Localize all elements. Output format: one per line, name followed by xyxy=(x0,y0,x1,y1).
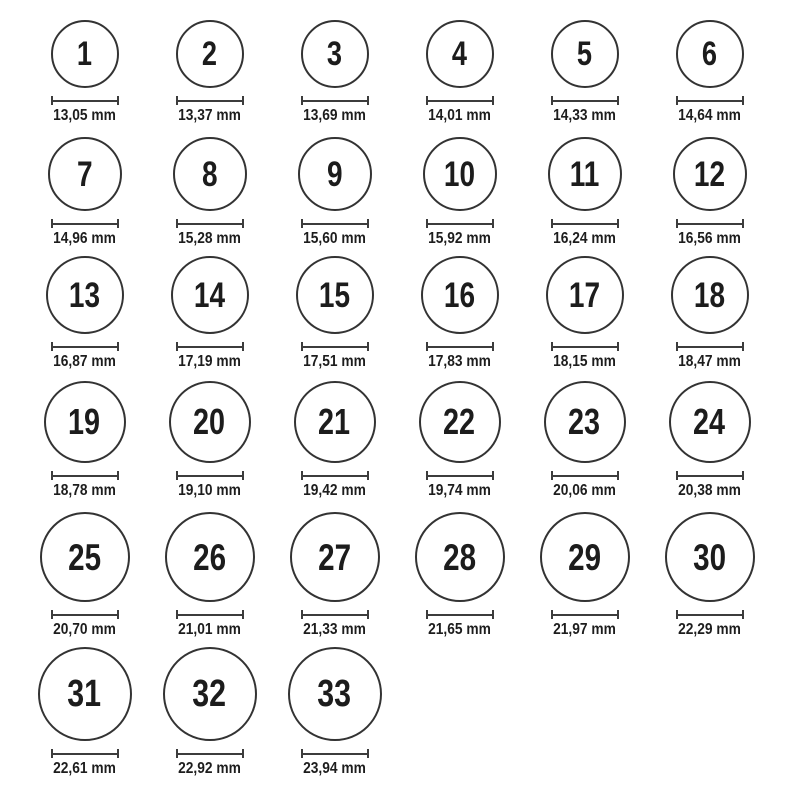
diameter-label: 22,92 mm xyxy=(178,760,241,777)
dimension-bar xyxy=(51,100,119,102)
ring-size-number: 15 xyxy=(318,275,351,315)
ring-size-number: 3 xyxy=(326,35,343,73)
diameter-label: 20,06 mm xyxy=(553,482,616,499)
ring-circle xyxy=(169,381,251,463)
diameter-dimension-line xyxy=(301,219,369,228)
diameter-dimension-line xyxy=(51,610,119,619)
ring-circle xyxy=(46,256,124,334)
ring-size-cell xyxy=(22,20,147,125)
ring-size-cell xyxy=(647,512,772,639)
dimension-tick-right xyxy=(742,471,744,480)
ring-size-cell xyxy=(147,137,272,248)
ring-size-cell xyxy=(272,647,397,778)
diameter-dimension-line xyxy=(426,219,494,228)
dimension-tick-right xyxy=(367,471,369,480)
ring-size-cell xyxy=(147,20,272,125)
ring-circle xyxy=(173,137,247,211)
ring-size-number: 10 xyxy=(443,154,476,194)
diameter-dimension-line xyxy=(426,610,494,619)
diameter-dimension-line xyxy=(676,96,744,105)
ring-size-cell xyxy=(147,647,272,778)
dimension-bar xyxy=(426,475,494,477)
diameter-label: 14,01 mm xyxy=(428,107,491,124)
diameter-label: 22,29 mm xyxy=(678,621,741,638)
ring-size-number: 6 xyxy=(701,35,718,73)
diameter-label: 22,61 mm xyxy=(53,760,116,777)
ring-size-cell xyxy=(647,256,772,371)
dimension-tick-right xyxy=(367,749,369,758)
dimension-tick-right xyxy=(242,610,244,619)
ring-size-cell xyxy=(397,137,522,248)
dimension-tick-right xyxy=(367,219,369,228)
diameter-label: 13,69 mm xyxy=(303,107,366,124)
ring-size-number: 30 xyxy=(693,536,726,578)
ring-size-cell xyxy=(272,20,397,125)
ring-size-number: 24 xyxy=(693,401,726,442)
ring-size-number: 26 xyxy=(193,536,226,578)
diameter-dimension-line xyxy=(176,96,244,105)
ring-size-cell xyxy=(647,381,772,500)
ring-circle xyxy=(51,20,119,88)
diameter-dimension-line xyxy=(176,342,244,351)
diameter-label: 14,33 mm xyxy=(553,107,616,124)
dimension-bar xyxy=(676,346,744,348)
diameter-label: 21,97 mm xyxy=(553,621,616,638)
diameter-dimension-line xyxy=(676,342,744,351)
ring-size-number: 2 xyxy=(201,35,218,73)
dimension-bar xyxy=(176,100,244,102)
ring-size-cell xyxy=(147,256,272,371)
ring-size-cell xyxy=(22,137,147,248)
dimension-tick-right xyxy=(367,342,369,351)
dimension-tick-right xyxy=(617,96,619,105)
diameter-label: 19,74 mm xyxy=(428,482,491,499)
ring-size-number: 18 xyxy=(693,275,726,315)
ring-size-number: 7 xyxy=(76,154,93,194)
diameter-label: 21,01 mm xyxy=(178,621,241,638)
ring-circle xyxy=(551,20,619,88)
dimension-tick-right xyxy=(117,749,119,758)
diameter-label: 20,38 mm xyxy=(678,482,741,499)
ring-circle xyxy=(294,381,376,463)
ring-size-number: 11 xyxy=(569,154,600,194)
ring-size-cell xyxy=(147,381,272,500)
dimension-tick-right xyxy=(742,219,744,228)
dimension-tick-right xyxy=(492,96,494,105)
chart-row xyxy=(22,647,772,778)
dimension-bar xyxy=(551,475,619,477)
ring-circle xyxy=(48,137,122,211)
dimension-tick-right xyxy=(742,610,744,619)
dimension-tick-right xyxy=(742,96,744,105)
dimension-bar xyxy=(426,346,494,348)
ring-circle xyxy=(419,381,501,463)
ring-size-cell xyxy=(522,256,647,371)
dimension-bar xyxy=(676,475,744,477)
dimension-bar xyxy=(301,614,369,616)
chart-row xyxy=(22,256,772,371)
diameter-dimension-line xyxy=(426,342,494,351)
diameter-label: 23,94 mm xyxy=(303,760,366,777)
diameter-label: 14,96 mm xyxy=(53,230,116,247)
diameter-label: 17,83 mm xyxy=(428,353,491,370)
diameter-label: 14,64 mm xyxy=(678,107,741,124)
ring-size-cell xyxy=(22,647,147,778)
ring-size-number: 33 xyxy=(317,673,352,715)
diameter-dimension-line xyxy=(51,96,119,105)
ring-size-number: 28 xyxy=(443,536,476,578)
ring-circle xyxy=(426,20,494,88)
ring-circle xyxy=(415,512,505,602)
ring-size-cell xyxy=(272,381,397,500)
diameter-dimension-line xyxy=(176,219,244,228)
dimension-bar xyxy=(176,346,244,348)
ring-size-cell xyxy=(397,512,522,639)
diameter-dimension-line xyxy=(676,610,744,619)
diameter-dimension-line xyxy=(551,471,619,480)
dimension-tick-right xyxy=(117,219,119,228)
ring-size-number: 20 xyxy=(193,401,226,442)
chart-row xyxy=(22,512,772,639)
diameter-label: 21,33 mm xyxy=(303,621,366,638)
ring-size-cell xyxy=(22,381,147,500)
dimension-tick-right xyxy=(117,342,119,351)
ring-size-cell xyxy=(272,256,397,371)
ring-circle xyxy=(176,20,244,88)
ring-size-number: 32 xyxy=(192,673,227,715)
ring-size-number: 27 xyxy=(318,536,351,578)
diameter-dimension-line xyxy=(301,749,369,758)
diameter-dimension-line xyxy=(426,471,494,480)
ring-size-number: 19 xyxy=(68,401,101,442)
ring-size-number: 17 xyxy=(568,275,601,315)
diameter-dimension-line xyxy=(301,342,369,351)
diameter-dimension-line xyxy=(676,471,744,480)
dimension-bar xyxy=(301,100,369,102)
dimension-bar xyxy=(676,614,744,616)
diameter-dimension-line xyxy=(676,219,744,228)
dimension-bar xyxy=(426,100,494,102)
ring-size-cell xyxy=(22,256,147,371)
diameter-label: 18,15 mm xyxy=(553,353,616,370)
ring-size-number: 5 xyxy=(576,35,593,73)
dimension-bar xyxy=(551,223,619,225)
dimension-bar xyxy=(551,100,619,102)
ring-size-number: 23 xyxy=(568,401,601,442)
ring-size-cell xyxy=(647,20,772,125)
ring-circle xyxy=(540,512,630,602)
diameter-dimension-line xyxy=(301,96,369,105)
dimension-bar xyxy=(301,753,369,755)
ring-size-number: 21 xyxy=(318,401,351,442)
ring-circle xyxy=(673,137,747,211)
dimension-bar xyxy=(51,614,119,616)
ring-circle xyxy=(288,647,382,741)
ring-size-cell xyxy=(522,137,647,248)
dimension-tick-right xyxy=(367,96,369,105)
ring-size-number: 9 xyxy=(326,154,343,194)
dimension-tick-right xyxy=(242,219,244,228)
diameter-dimension-line xyxy=(51,749,119,758)
diameter-dimension-line xyxy=(176,610,244,619)
diameter-dimension-line xyxy=(426,96,494,105)
ring-circle xyxy=(298,137,372,211)
dimension-tick-right xyxy=(242,471,244,480)
diameter-label: 15,28 mm xyxy=(178,230,241,247)
ring-size-cell xyxy=(397,381,522,500)
dimension-bar xyxy=(51,223,119,225)
diameter-dimension-line xyxy=(551,610,619,619)
diameter-dimension-line xyxy=(176,471,244,480)
dimension-tick-right xyxy=(742,342,744,351)
ring-size-number: 12 xyxy=(693,154,726,194)
ring-circle xyxy=(296,256,374,334)
diameter-dimension-line xyxy=(176,749,244,758)
diameter-dimension-line xyxy=(301,610,369,619)
ring-circle xyxy=(171,256,249,334)
dimension-tick-right xyxy=(242,342,244,351)
dimension-bar xyxy=(676,100,744,102)
ring-size-number: 16 xyxy=(443,275,476,315)
ring-circle xyxy=(38,647,132,741)
dimension-bar xyxy=(301,346,369,348)
dimension-bar xyxy=(301,223,369,225)
dimension-tick-right xyxy=(617,610,619,619)
ring-circle xyxy=(40,512,130,602)
dimension-tick-right xyxy=(617,342,619,351)
dimension-bar xyxy=(51,346,119,348)
diameter-dimension-line xyxy=(51,342,119,351)
diameter-label: 17,51 mm xyxy=(303,353,366,370)
diameter-dimension-line xyxy=(551,96,619,105)
diameter-label: 20,70 mm xyxy=(53,621,116,638)
dimension-tick-right xyxy=(617,471,619,480)
ring-circle xyxy=(676,20,744,88)
ring-size-cell xyxy=(397,20,522,125)
diameter-dimension-line xyxy=(301,471,369,480)
diameter-label: 19,42 mm xyxy=(303,482,366,499)
dimension-bar xyxy=(176,475,244,477)
ring-size-number: 29 xyxy=(568,536,601,578)
diameter-label: 15,92 mm xyxy=(428,230,491,247)
ring-size-cell xyxy=(522,381,647,500)
ring-circle xyxy=(548,137,622,211)
dimension-tick-right xyxy=(117,471,119,480)
dimension-bar xyxy=(176,753,244,755)
dimension-tick-right xyxy=(617,219,619,228)
dimension-bar xyxy=(676,223,744,225)
diameter-dimension-line xyxy=(51,219,119,228)
ring-circle xyxy=(165,512,255,602)
ring-circle xyxy=(423,137,497,211)
chart-row xyxy=(22,137,772,248)
ring-circle xyxy=(546,256,624,334)
ring-size-number: 8 xyxy=(201,154,218,194)
ring-circle xyxy=(671,256,749,334)
dimension-bar xyxy=(301,475,369,477)
dimension-bar xyxy=(51,753,119,755)
ring-size-cell xyxy=(147,512,272,639)
dimension-bar xyxy=(426,614,494,616)
dimension-bar xyxy=(176,223,244,225)
dimension-tick-right xyxy=(367,610,369,619)
dimension-tick-right xyxy=(242,749,244,758)
ring-size-cell xyxy=(522,512,647,639)
chart-row xyxy=(22,20,772,125)
ring-size-cell xyxy=(22,512,147,639)
ring-circle xyxy=(544,381,626,463)
ring-size-number: 25 xyxy=(68,536,101,578)
ring-size-cell xyxy=(522,20,647,125)
dimension-tick-right xyxy=(117,96,119,105)
ring-size-cell xyxy=(272,137,397,248)
ring-circle xyxy=(665,512,755,602)
dimension-tick-right xyxy=(492,610,494,619)
dimension-bar xyxy=(51,475,119,477)
diameter-label: 21,65 mm xyxy=(428,621,491,638)
dimension-bar xyxy=(426,223,494,225)
diameter-dimension-line xyxy=(551,219,619,228)
diameter-label: 15,60 mm xyxy=(303,230,366,247)
ring-size-number: 4 xyxy=(451,35,468,73)
diameter-dimension-line xyxy=(551,342,619,351)
dimension-bar xyxy=(551,614,619,616)
dimension-tick-right xyxy=(492,219,494,228)
ring-circle xyxy=(421,256,499,334)
ring-size-number: 22 xyxy=(443,401,476,442)
diameter-label: 17,19 mm xyxy=(178,353,241,370)
diameter-label: 19,10 mm xyxy=(178,482,241,499)
ring-size-number: 31 xyxy=(67,673,102,715)
diameter-label: 18,78 mm xyxy=(53,482,116,499)
ring-circle xyxy=(301,20,369,88)
ring-size-cell xyxy=(397,256,522,371)
diameter-label: 16,56 mm xyxy=(678,230,741,247)
dimension-bar xyxy=(176,614,244,616)
ring-size-cell xyxy=(272,512,397,639)
diameter-label: 13,37 mm xyxy=(178,107,241,124)
diameter-dimension-line xyxy=(51,471,119,480)
dimension-tick-right xyxy=(492,471,494,480)
ring-circle xyxy=(163,647,257,741)
ring-size-number: 1 xyxy=(76,35,93,73)
dimension-tick-right xyxy=(117,610,119,619)
dimension-tick-right xyxy=(242,96,244,105)
dimension-tick-right xyxy=(492,342,494,351)
ring-size-number: 13 xyxy=(68,275,101,315)
ring-circle xyxy=(290,512,380,602)
diameter-label: 16,87 mm xyxy=(53,353,116,370)
chart-row xyxy=(22,381,772,500)
ring-circle xyxy=(44,381,126,463)
diameter-label: 13,05 mm xyxy=(53,107,116,124)
ring-circle xyxy=(669,381,751,463)
diameter-label: 18,47 mm xyxy=(678,353,741,370)
ring-size-cell xyxy=(647,137,772,248)
dimension-bar xyxy=(551,346,619,348)
ring-size-number: 14 xyxy=(193,275,226,315)
diameter-label: 16,24 mm xyxy=(553,230,616,247)
